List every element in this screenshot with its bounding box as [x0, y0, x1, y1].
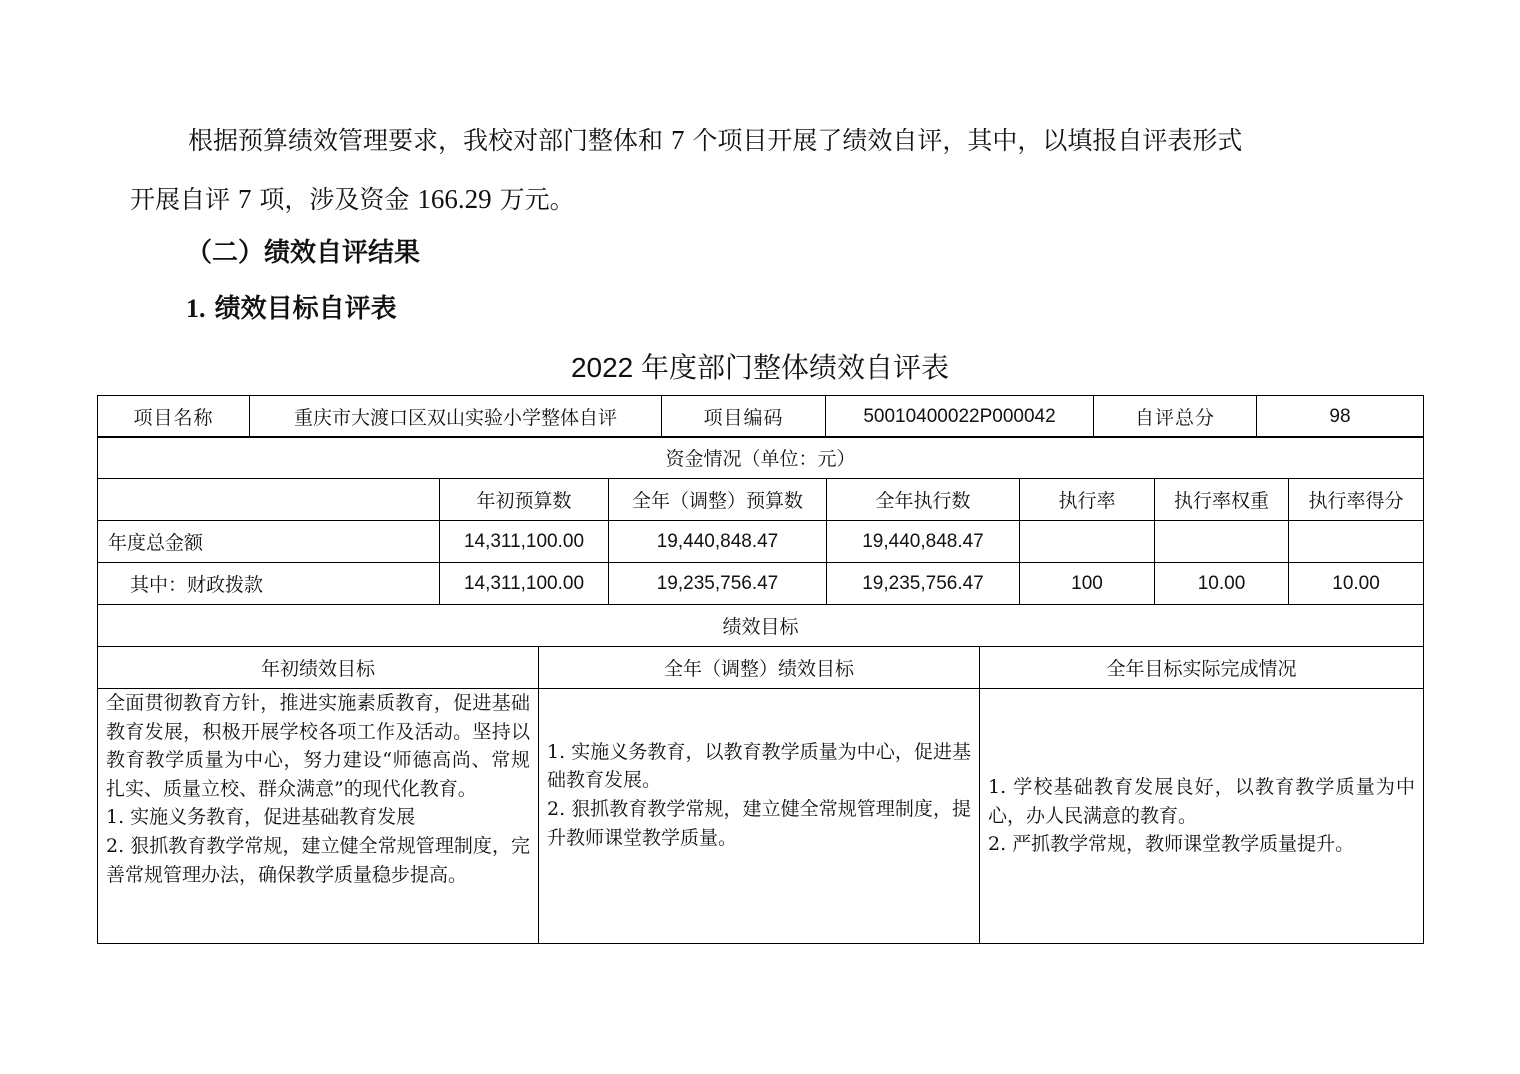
- score-value: 98: [1257, 396, 1424, 438]
- intro-text-3: 开展自评: [130, 185, 231, 214]
- actual-item-2: 2. 严抓教学常规，教师课堂教学质量提升。: [988, 833, 1355, 856]
- intro-text-4: 项，涉及资金: [259, 185, 410, 214]
- total-score: [1289, 521, 1424, 563]
- project-name-label: 项目名称: [98, 396, 250, 438]
- total-weight: [1155, 521, 1289, 563]
- table-row: [98, 563, 1424, 605]
- intro-text-1: 根据预算绩效管理要求，我校对部门整体和: [188, 126, 664, 155]
- fiscal-adjusted: 19,235,756.47: [609, 563, 827, 605]
- actual-completion-cell: [980, 689, 1424, 944]
- initial-goal-item-1: 1. 实施义务教育，促进基础教育发展: [106, 806, 416, 829]
- col-exec-rate: 执行率: [1020, 479, 1155, 521]
- fiscal-rate: 100: [1020, 563, 1155, 605]
- project-code-value: 50010400022P000042: [826, 396, 1094, 438]
- section-heading-goal-table: [186, 288, 397, 325]
- intro-amount: 166.29: [417, 184, 492, 214]
- table-row: [98, 521, 1424, 563]
- table-title: [0, 346, 1520, 386]
- col-initial-budget: 年初预算数: [440, 479, 609, 521]
- goals-header-row: [98, 647, 1424, 689]
- row-label-fiscal: 其中：财政拨款: [98, 563, 440, 605]
- col-executed: 全年执行数: [827, 479, 1020, 521]
- funds-header-row: [98, 479, 1424, 521]
- initial-goal-cell: [98, 689, 539, 944]
- funds-header-blank: [98, 479, 440, 521]
- goals-table: [97, 646, 1424, 944]
- score-label: 自评总分: [1094, 396, 1257, 438]
- total-rate: [1020, 521, 1155, 563]
- intro-text-2: 个项目开展了绩效自评，其中，以填报自评表形式: [692, 126, 1243, 155]
- table-row: [98, 689, 1424, 944]
- funds-section-label: 资金情况（单位：元）: [98, 437, 1424, 479]
- col-initial-goal: 年初绩效目标: [98, 647, 539, 689]
- section-number: 1.: [186, 294, 206, 323]
- col-adjusted-goal: 全年（调整）绩效目标: [539, 647, 980, 689]
- adjusted-goal-item-1: 1. 实施义务教育，以教育教学质量为中心，促进基础教育发展。: [547, 740, 971, 792]
- intro-text-5: 万元。: [499, 185, 575, 214]
- intro-item-count: 7: [237, 184, 252, 214]
- col-exec-weight: 执行率权重: [1155, 479, 1289, 521]
- actual-item-1: 1. 学校基础教育发展良好，以教育教学质量为中心，办人民满意的教育。: [988, 776, 1415, 827]
- project-name-value: 重庆市大渡口区双山实验小学整体自评: [250, 396, 662, 438]
- adjusted-goal-item-2: 2. 狠抓教育教学常规，建立健全常规管理制度，提升教师课堂教学质量。: [547, 798, 971, 849]
- fiscal-score: 10.00: [1289, 563, 1424, 605]
- fiscal-initial: 14,311,100.00: [440, 563, 609, 605]
- initial-goal-text: 全面贯彻教育方针，推进实施素质教育，促进基础教育发展，积极开展学校各项工作及活动。坚持以教育教学质量为中心，努力建设“师德高尚、常规扎实、质量立校、群众满意”的现代化教育。: [106, 692, 530, 800]
- col-exec-score: 执行率得分: [1289, 479, 1424, 521]
- goals-section-label: 绩效目标: [98, 605, 1424, 647]
- initial-goal-item-2: 2. 狠抓教育教学常规，建立健全常规管理制度，完善常规管理办法，确保教学质量稳步提高。: [106, 834, 530, 886]
- col-adjusted-budget: 全年（调整）预算数: [609, 479, 827, 521]
- table-title-text: 年度部门整体绩效自评表: [641, 351, 950, 384]
- row-label-total: 年度总金额: [98, 521, 440, 563]
- fiscal-weight: 10.00: [1155, 563, 1289, 605]
- section-heading-results: （二）绩效自评结果: [186, 238, 421, 268]
- total-adjusted: 19,440,848.47: [609, 521, 827, 563]
- section-title: 绩效目标自评表: [214, 294, 397, 324]
- total-executed: 19,440,848.47: [827, 521, 1020, 563]
- fiscal-executed: 19,235,756.47: [827, 563, 1020, 605]
- project-code-label: 项目编码: [662, 396, 826, 438]
- intro-project-count: 7: [670, 125, 685, 155]
- project-header-table: [97, 395, 1424, 438]
- adjusted-goal-cell: [539, 689, 980, 944]
- col-actual-completion: 全年目标实际完成情况: [980, 647, 1424, 689]
- intro-paragraph: [130, 111, 1392, 229]
- total-initial: 14,311,100.00: [440, 521, 609, 563]
- funds-table: [97, 436, 1424, 647]
- table-title-year: 2022: [570, 352, 634, 383]
